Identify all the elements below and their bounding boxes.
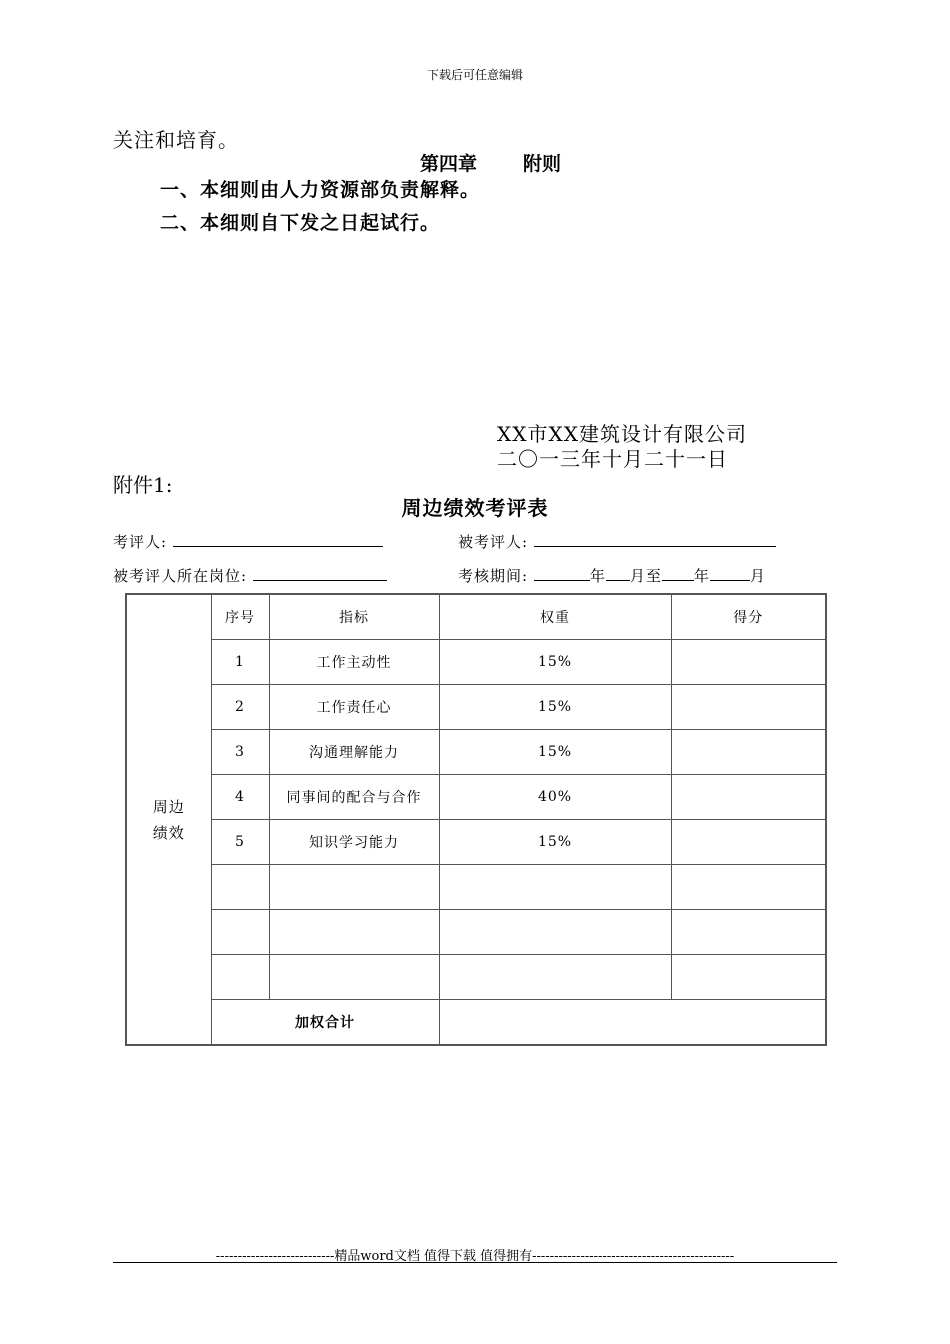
category-label-line-1: 周边 bbox=[152, 797, 185, 816]
row-weight: 15% bbox=[439, 685, 671, 730]
row-weight: 15% bbox=[439, 730, 671, 775]
end-month-unit: 月 bbox=[749, 567, 766, 585]
end-year-line[interactable] bbox=[662, 564, 694, 581]
empty-row bbox=[126, 910, 826, 955]
empty-cell[interactable] bbox=[211, 910, 269, 955]
period-label: 考核期间: bbox=[458, 567, 529, 585]
start-month-line[interactable] bbox=[606, 564, 630, 581]
row-score[interactable] bbox=[671, 820, 826, 865]
empty-cell[interactable] bbox=[211, 955, 269, 1000]
header-weight: 权重 bbox=[439, 594, 671, 640]
position-field bbox=[113, 564, 387, 586]
empty-cell[interactable] bbox=[439, 910, 671, 955]
row-seq: 5 bbox=[211, 820, 269, 865]
total-value[interactable] bbox=[439, 1000, 826, 1046]
empty-cell[interactable] bbox=[269, 955, 439, 1000]
row-seq: 4 bbox=[211, 775, 269, 820]
table-row bbox=[126, 775, 826, 820]
empty-cell[interactable] bbox=[671, 955, 826, 1000]
empty-cell[interactable] bbox=[269, 865, 439, 910]
start-year-line[interactable] bbox=[534, 564, 590, 581]
row-indicator: 同事间的配合与合作 bbox=[269, 775, 439, 820]
row-weight: 40% bbox=[439, 775, 671, 820]
evaluator-field bbox=[113, 530, 383, 552]
article-item-1: 一、本细则由人力资源部负责解释。 bbox=[160, 179, 481, 201]
category-cell bbox=[126, 594, 211, 1045]
period-to: 至 bbox=[645, 567, 662, 585]
row-seq: 2 bbox=[211, 685, 269, 730]
row-weight: 15% bbox=[439, 640, 671, 685]
evaluatee-input-line[interactable] bbox=[534, 530, 776, 547]
row-indicator: 知识学习能力 bbox=[269, 820, 439, 865]
position-label: 被考评人所在岗位: bbox=[113, 567, 248, 585]
start-month-unit: 月 bbox=[629, 567, 646, 585]
table-row bbox=[126, 685, 826, 730]
footer-rule bbox=[113, 1262, 837, 1263]
period-field bbox=[458, 564, 766, 586]
end-year-unit: 年 bbox=[693, 567, 710, 585]
total-row bbox=[126, 1000, 826, 1046]
page-footer: ---------------------------精品word文档 值得下载 值得拥有---------------------------------------------- bbox=[215, 1249, 735, 1264]
page-header: 下载后可任意编辑 bbox=[426, 68, 523, 82]
empty-row bbox=[126, 955, 826, 1000]
table-row bbox=[126, 730, 826, 775]
chapter-title: 附则 bbox=[523, 153, 562, 175]
row-weight: 15% bbox=[439, 820, 671, 865]
row-indicator: 工作主动性 bbox=[269, 640, 439, 685]
header-seq: 序号 bbox=[211, 594, 269, 640]
header-indicator: 指标 bbox=[269, 594, 439, 640]
position-input-line[interactable] bbox=[253, 564, 387, 581]
empty-cell[interactable] bbox=[439, 955, 671, 1000]
form-title: 周边绩效考评表 bbox=[401, 496, 549, 520]
table-row bbox=[126, 640, 826, 685]
empty-cell[interactable] bbox=[671, 865, 826, 910]
row-indicator: 沟通理解能力 bbox=[269, 730, 439, 775]
row-indicator: 工作责任心 bbox=[269, 685, 439, 730]
row-seq: 3 bbox=[211, 730, 269, 775]
header-score: 得分 bbox=[671, 594, 826, 640]
chapter-number: 第四章 bbox=[420, 153, 478, 175]
evaluator-label: 考评人: bbox=[113, 533, 168, 551]
row-score[interactable] bbox=[671, 730, 826, 775]
continuation-text: 关注和培育。 bbox=[113, 128, 239, 152]
row-score[interactable] bbox=[671, 685, 826, 730]
row-score[interactable] bbox=[671, 775, 826, 820]
article-item-2: 二、本细则自下发之日起试行。 bbox=[160, 212, 441, 234]
evaluatee-field bbox=[458, 530, 776, 552]
evaluatee-label: 被考评人: bbox=[458, 533, 529, 551]
row-seq: 1 bbox=[211, 640, 269, 685]
category-label-line-2: 绩效 bbox=[152, 823, 185, 842]
empty-cell[interactable] bbox=[439, 865, 671, 910]
company-name: XX市XX建筑设计有限公司 bbox=[497, 422, 747, 446]
table-row bbox=[126, 820, 826, 865]
end-month-line[interactable] bbox=[710, 564, 750, 581]
table-header-row bbox=[126, 594, 826, 640]
start-year-unit: 年 bbox=[589, 567, 606, 585]
issue-date: 二〇一三年十月二十一日 bbox=[497, 447, 728, 471]
evaluator-input-line[interactable] bbox=[173, 530, 383, 547]
empty-cell[interactable] bbox=[269, 910, 439, 955]
evaluation-table bbox=[125, 593, 827, 1046]
row-score[interactable] bbox=[671, 640, 826, 685]
empty-row bbox=[126, 865, 826, 910]
attachment-label: 附件1: bbox=[113, 473, 173, 497]
total-label: 加权合计 bbox=[211, 1000, 439, 1046]
empty-cell[interactable] bbox=[671, 910, 826, 955]
empty-cell[interactable] bbox=[211, 865, 269, 910]
chapter-heading bbox=[420, 149, 561, 176]
